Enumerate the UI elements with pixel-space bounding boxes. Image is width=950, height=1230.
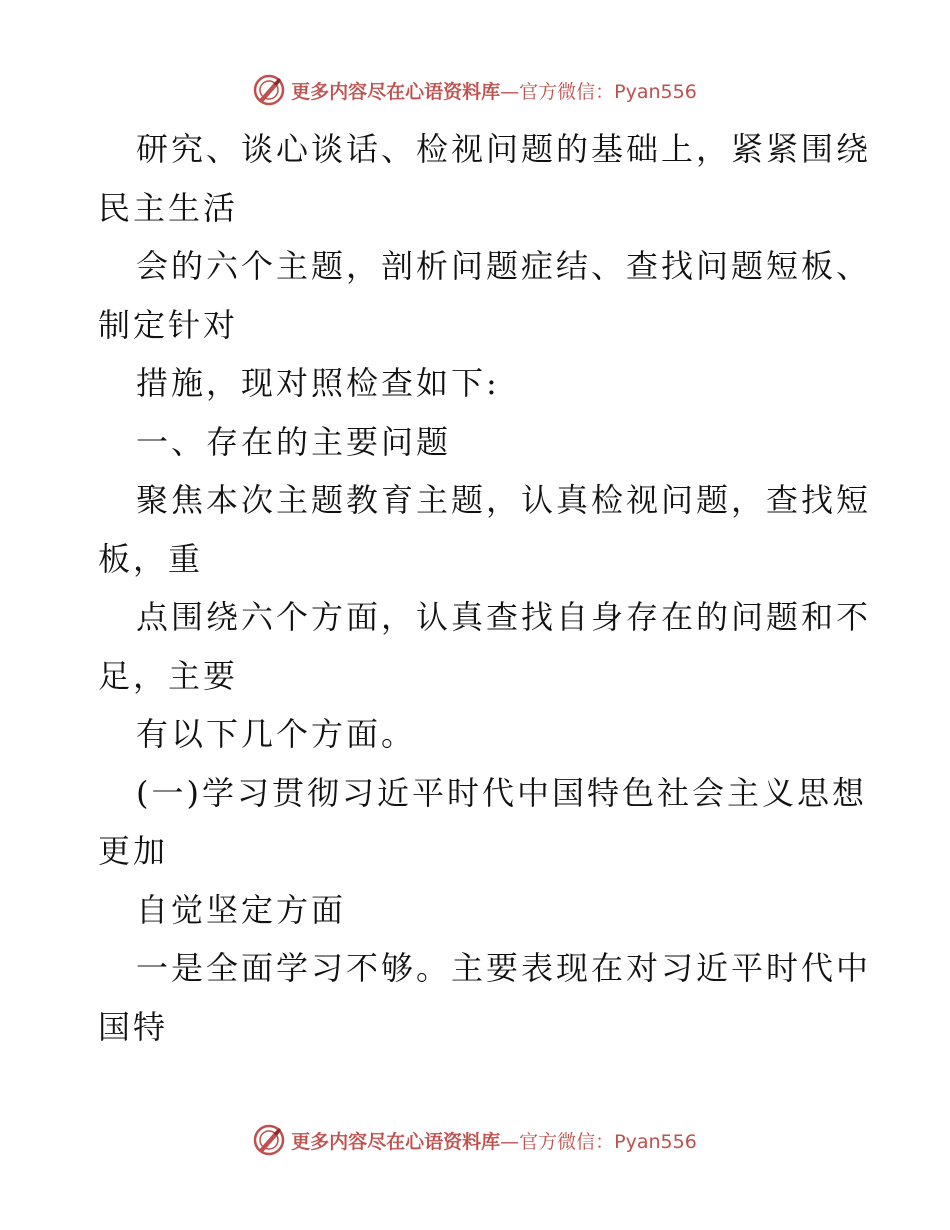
text-line: 民主生活 <box>98 188 239 227</box>
text-line: 自觉坚定方面 <box>136 890 347 929</box>
text-line: 会的六个主题，剖析问题症结、查找问题短板、 <box>136 247 872 285</box>
watermark-text <box>291 77 697 104</box>
watermark-contact: 官方微信：Pyan556 <box>519 1130 697 1153</box>
section-heading: 一、存在的主要问题 <box>136 422 452 461</box>
document-body <box>98 120 872 1056</box>
watermark-text <box>291 1127 697 1154</box>
text-line: 有以下几个方面。 <box>136 715 417 753</box>
text-line: 足，主要 <box>98 656 239 695</box>
text-line: 聚焦本次主题教育主题，认真检视问题，查找短 <box>136 481 872 519</box>
text-line: 更加 <box>98 832 169 870</box>
footer-watermark <box>0 1120 950 1160</box>
watermark-separator: — <box>500 1130 520 1153</box>
text-line: 研究、谈心谈话、检视问题的基础上，紧紧围绕 <box>136 130 872 168</box>
watermark-separator: — <box>500 80 520 103</box>
watermark-name: 更多内容尽在心语资料库 <box>291 80 501 103</box>
text-line: 国特 <box>98 1007 169 1046</box>
pen-logo-icon <box>253 74 285 106</box>
text-line: 制定针对 <box>98 305 239 344</box>
text-line: 措施，现对照检查如下: <box>136 364 500 402</box>
pen-logo-icon <box>253 1124 285 1156</box>
text-line: 点围绕六个方面，认真查找自身存在的问题和不 <box>136 598 872 636</box>
subsection-heading: (一)学习贯彻习近平时代中国特色社会主义思想 <box>136 773 867 812</box>
text-line: 一是全面学习不够。主要表现在对习近平时代中 <box>136 949 872 987</box>
header-watermark <box>0 70 950 110</box>
watermark-name: 更多内容尽在心语资料库 <box>291 1130 501 1153</box>
text-line: 板，重 <box>98 539 204 578</box>
watermark-contact: 官方微信：Pyan556 <box>519 80 697 103</box>
